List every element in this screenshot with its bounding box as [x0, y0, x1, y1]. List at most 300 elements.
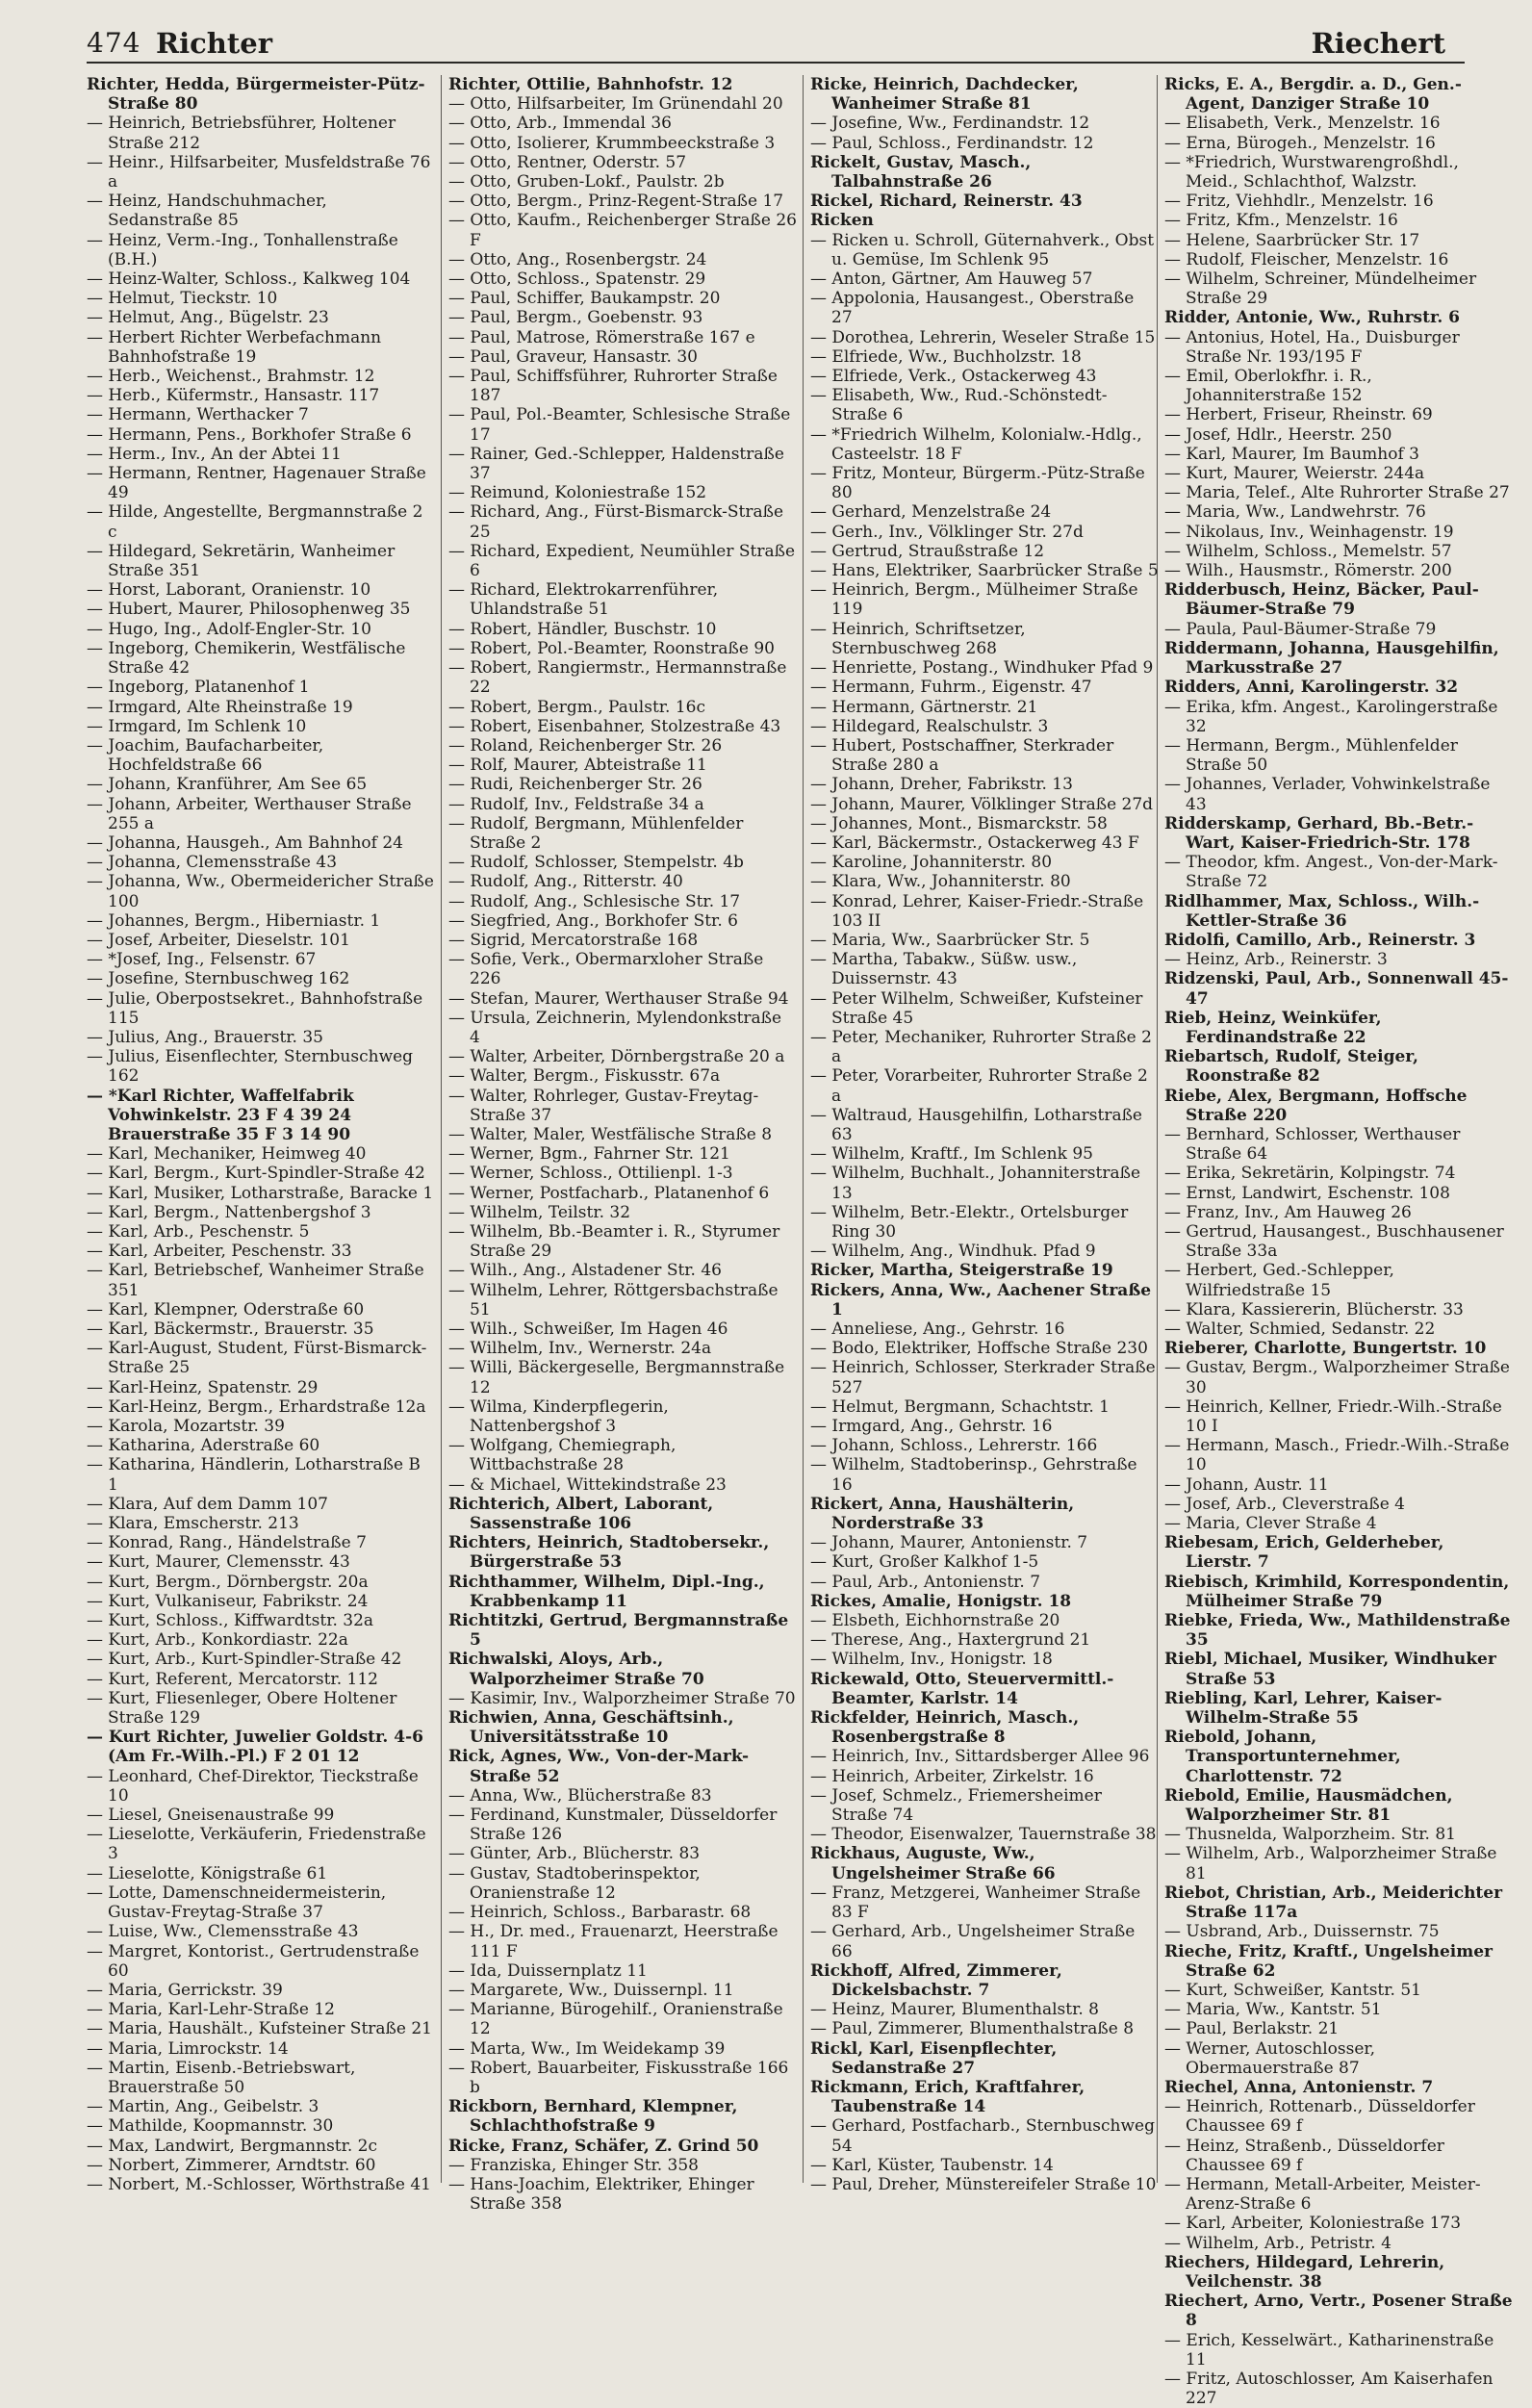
directory-entry: — Fritz, Kfm., Menzelstr. 16 — [1164, 211, 1398, 231]
directory-entry: — Kurt, Arb., Konkordiastr. 22a — [87, 1630, 348, 1651]
directory-entry: — Hermann, Werthacker 7 — [87, 405, 309, 425]
directory-entry: Richter, Hedda, Bürgermeister-Pütz-Straße 80 — [87, 75, 425, 115]
directory-entry: — Karl, Maurer, Im Baumhof 3 — [1164, 444, 1419, 464]
directory-entry: — Appolonia, Hausangest., Oberstraße 27 — [810, 289, 1135, 328]
directory-entry: — Herbert, Friseur, Rheinstr. 69 — [1164, 405, 1433, 425]
directory-entry: — Heinrich, Inv., Sittardsberger Allee 96 — [810, 1747, 1150, 1767]
directory-entry: — Rudolf, Bergmann, Mühlenfelder Straße 2 — [448, 813, 744, 853]
directory-entry: Riebot, Christian, Arb., Meiderichter Straße 117a — [1164, 1883, 1503, 1923]
directory-entry: — Anneliese, Ang., Gehrstr. 16 — [810, 1319, 1065, 1339]
directory-entry: Richters, Heinrich, Stadtobersekr., Bürgerstraße 53 — [448, 1533, 770, 1573]
directory-entry: — Konrad, Rang., Händelstraße 7 — [87, 1533, 367, 1553]
directory-entry: — Karl, Bäckermstr., Ostackerweg 43 F — [810, 833, 1139, 853]
directory-entry: — *Friedrich, Wurstwarengroßhdl., Meid., Schlachthof, Walzstr. — [1164, 152, 1459, 192]
directory-entry: — Werner, Schloss., Ottilienpl. 1-3 — [448, 1164, 733, 1184]
directory-entry: Ridlhammer, Max, Schloss., Wilh.-Kettler-Straße 36 — [1164, 891, 1480, 931]
directory-entry: Rickhaus, Auguste, Ww., Ungelsheimer Straße 66 — [810, 1844, 1056, 1883]
directory-entry: — Heinr., Hilfsarbeiter, Musfeldstraße 76 a — [87, 152, 431, 192]
directory-entry: — Katharina, Händlerin, Lotharstraße B 1 — [87, 1455, 421, 1495]
directory-entry: — Otto, Rentner, Oderstr. 57 — [448, 152, 687, 172]
directory-entry: Ricker, Martha, Steigerstraße 19 — [810, 1261, 1113, 1281]
directory-entry: — Liesel, Gneisenaustraße 99 — [87, 1806, 335, 1826]
directory-entry: — Karoline, Johanniterstr. 80 — [810, 853, 1053, 873]
directory-entry: — Rudi, Reichenberger Str. 26 — [448, 775, 702, 795]
directory-entry: — Margret, Kontorist., Gertrudenstraße 60 — [87, 1941, 420, 1981]
directory-entry: — Helene, Saarbrücker Str. 17 — [1164, 230, 1420, 250]
directory-entry: — Hildegard, Realschulstr. 3 — [810, 716, 1049, 736]
directory-entry: — Lieselotte, Königstraße 61 — [87, 1863, 328, 1883]
directory-entry: — Heinrich, Schriftsetzer, Sternbuschweg 268 — [810, 619, 1026, 658]
directory-entry: — Kurt, Großer Kalkhof 1-5 — [810, 1552, 1039, 1573]
directory-entry: — Maria, Ww., Landwehrstr. 76 — [1164, 502, 1426, 523]
directory-entry: — Lotte, Damenschneidermeisterin, Gustav-Freytag-Straße 37 — [87, 1883, 387, 1923]
directory-entry: Ridolfi, Camillo, Arb., Reinerstr. 3 — [1164, 930, 1476, 950]
directory-entry: — Ida, Duissernplatz 11 — [448, 1960, 648, 1981]
directory-entry: Richwalski, Aloys, Arb., Walporzheimer Straße 70 — [448, 1650, 704, 1689]
directory-entry: — Fritz, Viehhdlr., Menzelstr. 16 — [1164, 192, 1434, 212]
directory-entry: — Herbert Richter Werbefachmann Bahnhofstraße 19 — [87, 327, 382, 367]
directory-entry: — Henriette, Postang., Windhuker Pfad 9 — [810, 658, 1154, 679]
directory-entry: — Heinz, Arb., Reinerstr. 3 — [1164, 950, 1388, 970]
directory-entry: — Irmgard, Ang., Gehrstr. 16 — [810, 1417, 1053, 1437]
directory-entry: — Walter, Arbeiter, Dörnbergstraße 20 a — [448, 1047, 785, 1067]
directory-entry: — Mathilde, Koopmannstr. 30 — [87, 2116, 334, 2137]
directory-entry: — Katharina, Aderstraße 60 — [87, 1436, 320, 1456]
directory-entry: Richterich, Albert, Laborant, Sassenstraße 106 — [448, 1494, 714, 1534]
directory-entry: — Karl, Arbeiter, Peschenstr. 33 — [87, 1242, 352, 1262]
directory-entry: — Wilhelm, Arb., Walporzheimer Straße 81 — [1164, 1844, 1497, 1883]
directory-entry: — Otto, Schloss., Spatenstr. 29 — [448, 269, 706, 290]
directory-entry: — Werner, Postfacharb., Platanenhof 6 — [448, 1183, 770, 1203]
directory-entry: Rickborn, Bernhard, Klempner, Schlachthofstraße 9 — [448, 2097, 738, 2137]
directory-entry: — Anna, Ww., Blücherstraße 83 — [448, 1785, 712, 1806]
directory-entry: Riebesam, Erich, Gelderheber, Lierstr. 7 — [1164, 1533, 1444, 1573]
directory-entry: — Kurt, Schloss., Kiffwardtstr. 32a — [87, 1611, 374, 1631]
directory-entry: — Johann, Maurer, Antonienstr. 7 — [810, 1533, 1088, 1553]
directory-entry: — Lieselotte, Verkäuferin, Friedenstraße 3 — [87, 1825, 426, 1864]
directory-entry: Rickert, Anna, Haushälterin, Norderstraße 33 — [810, 1494, 1075, 1534]
directory-entry: Rickmann, Erich, Kraftfahrer, Taubenstraße 14 — [810, 2077, 1085, 2117]
directory-entry: — Heinz, Straßenb., Düsseldorfer Chaussee 69 f — [1164, 2136, 1444, 2175]
directory-entry: — Peter, Vorarbeiter, Ruhrorter Straße 2 a — [810, 1066, 1148, 1106]
directory-entry: — Gustav, Stadtoberinspektor, Oranienstraße 12 — [448, 1863, 701, 1903]
directory-entry: — Norbert, Zimmerer, Arndtstr. 60 — [87, 2155, 376, 2175]
directory-entry: — Otto, Kaufm., Reichenberger Straße 26 F — [448, 211, 797, 250]
directory-entry: Rieche, Fritz, Kraftf., Ungelsheimer Straße 62 — [1164, 1941, 1493, 1981]
directory-entry: — Willi, Bäckergeselle, Bergmannstraße 12 — [448, 1358, 785, 1397]
directory-entry: — Hermann, Gärtnerstr. 21 — [810, 697, 1038, 717]
directory-entry: — Wilhelm, Betr.-Elektr., Ortelsburger Ring 30 — [810, 1202, 1129, 1242]
directory-entry: — *Karl Richter, Waffelfabrik Vohwinkelstr. 23 F 4 39 24 Brauerstraße 35 F 3 14 90 — [87, 1086, 354, 1144]
directory-entry: Riebe, Alex, Bergmann, Hoffsche Straße 220 — [1164, 1086, 1468, 1125]
directory-entry: — Rudolf, Schlosser, Stempelstr. 4b — [448, 853, 744, 873]
directory-entry: — Rudolf, Ang., Ritterstr. 40 — [448, 872, 683, 892]
column-divider — [803, 75, 804, 2183]
directory-entry: — Paul, Pol.-Beamter, Schlesische Straße 17 — [448, 405, 791, 445]
directory-entry: — Karl, Bäckermstr., Brauerstr. 35 — [87, 1319, 374, 1339]
directory-entry: — Elisabeth, Ww., Rud.-Schönstedt-Straße 6 — [810, 386, 1108, 425]
directory-entry: — Hildegard, Sekretärin, Wanheimer Straße 351 — [87, 541, 396, 581]
column-2 — [448, 75, 797, 2215]
directory-entry: Riechel, Anna, Antonienstr. 7 — [1164, 2077, 1434, 2097]
directory-entry: — Wilhelm, Inv., Honigstr. 18 — [810, 1650, 1053, 1670]
directory-entry: — Nikolaus, Inv., Weinhagenstr. 19 — [1164, 522, 1454, 542]
directory-entry: — Johanna, Ww., Obermeidericher Straße 100 — [87, 872, 434, 911]
directory-entry: Riebling, Karl, Lehrer, Kaiser-Wilhelm-Straße 55 — [1164, 1688, 1443, 1729]
directory-entry: Ricke, Franz, Schäfer, Z. Grind 50 — [448, 2136, 759, 2156]
directory-entry: — Erna, Bürogeh., Menzelstr. 16 — [1164, 133, 1436, 153]
directory-entry: — Helmut, Tieckstr. 10 — [87, 289, 278, 309]
directory-entry: Ricken — [810, 211, 874, 231]
directory-entry: — Franz, Metzgerei, Wanheimer Straße 83 F — [810, 1883, 1141, 1923]
directory-entry: — Johanna, Hausgeh., Am Bahnhof 24 — [87, 833, 403, 853]
directory-entry: — Johann, Dreher, Fabrikstr. 13 — [810, 775, 1073, 795]
directory-entry: — Heinrich, Schloss., Barbarastr. 68 — [448, 1903, 752, 1923]
directory-entry: — Hermann, Pens., Borkhofer Straße 6 — [87, 424, 412, 445]
directory-entry: — Roland, Reichenberger Str. 26 — [448, 735, 723, 756]
directory-entry: Richtitzki, Gertrud, Bergmannstraße 5 — [448, 1611, 789, 1651]
page-header — [87, 21, 1465, 64]
directory-entry: Riebisch, Krimhild, Korrespondentin, Mülheimer Straße 79 — [1164, 1572, 1510, 1611]
directory-entry: — Johannes, Verlader, Vohwinkelstraße 43 — [1164, 775, 1491, 814]
directory-entry: — Hans, Elektriker, Saarbrücker Straße 5 — [810, 561, 1159, 581]
directory-entry: — Rolf, Maurer, Abteistraße 11 — [448, 756, 707, 776]
directory-entry: — Otto, Ang., Rosenbergstr. 24 — [448, 249, 707, 269]
directory-entry: — Klara, Auf dem Damm 107 — [87, 1494, 328, 1514]
directory-entry: — Kurt Richter, Juwelier Goldstr. 4-6 (Am Fr.-Wilh.-Pl.) F 2 01 12 — [87, 1728, 423, 1767]
directory-entry: — Kurt, Fliesenleger, Obere Holtener Straße 129 — [87, 1688, 397, 1729]
directory-entry: — Klara, Kassiererin, Blücherstr. 33 — [1164, 1299, 1464, 1319]
directory-entry: — Siegfried, Ang., Borkhofer Str. 6 — [448, 910, 738, 931]
directory-entry: — *Friedrich Wilhelm, Kolonialw.-Hdlg., Casteelstr. 18 F — [810, 424, 1142, 464]
directory-entry: — Hubert, Postschaffner, Sterkrader Straße 280 a — [810, 735, 1114, 776]
directory-entry: — Bernhard, Schlosser, Werthauser Straße 64 — [1164, 1124, 1461, 1165]
directory-entry: — Kurt, Vulkaniseur, Fabrikstr. 24 — [87, 1591, 369, 1611]
directory-entry: — Theodor, Eisenwalzer, Tauernstraße 38 — [810, 1825, 1157, 1845]
directory-entry: — H., Dr. med., Frauenarzt, Heerstraße 111 F — [448, 1922, 779, 1961]
directory-entry: Rickel, Richard, Reinerstr. 43 — [810, 192, 1083, 212]
directory-entry: — Fritz, Monteur, Bürgerm.-Pütz-Straße 80 — [810, 464, 1145, 503]
directory-entry: — Josef, Arb., Cleverstraße 4 — [1164, 1494, 1405, 1514]
directory-entry: — Paul, Bergm., Goebenstr. 93 — [448, 308, 703, 328]
directory-entry: — Kurt, Referent, Mercatorstr. 112 — [87, 1669, 378, 1689]
directory-entry: — Heinz-Walter, Schloss., Kalkweg 104 — [87, 269, 411, 290]
directory-entry: — Paul, Schiffer, Baukampstr. 20 — [448, 289, 721, 309]
directory-entry: — Max, Landwirt, Bergmannstr. 2c — [87, 2136, 378, 2156]
directory-entry: Rick, Agnes, Ww., Von-der-Mark-Straße 52 — [448, 1747, 750, 1786]
directory-entry: — Heinrich, Schlosser, Sterkrader Straße 527 — [810, 1358, 1156, 1397]
directory-entry: — Josefine, Sternbuschweg 162 — [87, 969, 350, 989]
directory-entry: — Julius, Ang., Brauerstr. 35 — [87, 1027, 323, 1047]
directory-entry: — Hermann, Fuhrm., Eigenstr. 47 — [810, 678, 1092, 698]
directory-entry: — Rudolf, Inv., Feldstraße 34 a — [448, 794, 704, 814]
directory-entry: — Johann, Arbeiter, Werthauser Straße 255 a — [87, 794, 412, 833]
directory-entry: — Wilh., Hausmstr., Römerstr. 200 — [1164, 561, 1452, 581]
directory-entry: — Heinrich, Bergm., Mülheimer Straße 119 — [810, 580, 1138, 620]
directory-entry: — Helmut, Bergmann, Schachtstr. 1 — [810, 1396, 1110, 1417]
directory-entry: — Peter Wilhelm, Schweißer, Kufsteiner Straße 45 — [810, 988, 1143, 1028]
directory-entry: — Paul, Matrose, Römerstraße 167 e — [448, 327, 755, 347]
directory-entry: — Kurt, Schweißer, Kantstr. 51 — [1164, 1980, 1421, 2000]
header-left-word: Richter — [156, 27, 272, 60]
directory-entry: Riddermann, Johanna, Hausgehilfin, Markusstraße 27 — [1164, 638, 1499, 679]
directory-entry: — Wilhelm, Bb.-Beamter i. R., Styrumer Straße 29 — [448, 1221, 780, 1262]
directory-entry: — Usbrand, Arb., Duissernstr. 75 — [1164, 1922, 1440, 1942]
directory-entry: — Therese, Ang., Haxtergrund 21 — [810, 1630, 1091, 1651]
directory-entry: — Walter, Maler, Westfälische Straße 8 — [448, 1124, 773, 1144]
directory-entry: — Wilhelm, Lehrer, Röttgersbachstraße 51 — [448, 1280, 779, 1319]
directory-entry: — Elsbeth, Eichhornstraße 20 — [810, 1611, 1060, 1631]
directory-entry: — Gerh., Inv., Völklinger Str. 27d — [810, 522, 1084, 542]
directory-entry: — Josefine, Ww., Ferdinandstr. 12 — [810, 114, 1090, 134]
directory-entry: — Thusnelda, Walporzheim. Str. 81 — [1164, 1825, 1456, 1845]
directory-entry: — Josef, Hdlr., Heerstr. 250 — [1164, 424, 1392, 445]
directory-entry: — Maria, Haushält., Kufsteiner Straße 21 — [87, 2019, 433, 2039]
directory-entry: — Paula, Paul-Bäumer-Straße 79 — [1164, 619, 1437, 639]
directory-entry: — Hermann, Masch., Friedr.-Wilh.-Straße 10 — [1164, 1436, 1510, 1475]
directory-entry: — Johannes, Mont., Bismarckstr. 58 — [810, 813, 1108, 833]
directory-entry: — Herbert, Ged.-Schlepper, Wilfriedstraße 15 — [1164, 1261, 1394, 1300]
directory-entry: — Norbert, M.-Schlosser, Wörthstraße 41 — [87, 2174, 431, 2194]
directory-entry: — Ingeborg, Chemikerin, Westfälische Straße 42 — [87, 638, 406, 679]
directory-entry: — Elfriede, Ww., Buchholzstr. 18 — [810, 346, 1082, 367]
directory-entry: — Johann, Maurer, Völklinger Straße 27d — [810, 794, 1154, 814]
directory-entry: — Johannes, Bergm., Hiberniastr. 1 — [87, 910, 381, 931]
directory-entry: — Stefan, Maurer, Werthauser Straße 94 — [448, 988, 789, 1009]
directory-entry: Rickewald, Otto, Steuervermittl.-Beamter, Karlstr. 14 — [810, 1669, 1114, 1708]
directory-entry: Rickhoff, Alfred, Zimmerer, Dickelsbachstr. 7 — [810, 1960, 1062, 2000]
directory-entry: — Otto, Hilfsarbeiter, Im Grünendahl 20 — [448, 94, 783, 115]
directory-entry: — Karl-Heinz, Spatenstr. 29 — [87, 1377, 319, 1397]
directory-entry: — Johann, Austr. 11 — [1164, 1474, 1329, 1495]
directory-entry: — Herb., Weichenst., Brahmstr. 12 — [87, 367, 375, 387]
directory-entry: — Hubert, Maurer, Philosophenweg 35 — [87, 600, 411, 620]
directory-entry: — Martha, Tabakw., Süßw. usw., Duissernstr. 43 — [810, 950, 1078, 989]
directory-entry: — Wilhelm, Arb., Petristr. 4 — [1164, 2233, 1392, 2253]
directory-entry: — Horst, Laborant, Oranienstr. 10 — [87, 580, 371, 601]
directory-entry: Riebold, Emilie, Hausmädchen, Walporzheimer Str. 81 — [1164, 1785, 1453, 1826]
directory-entry: Rickelt, Gustav, Masch., Talbahnstraße 26 — [810, 152, 1032, 192]
directory-entry: — Hermann, Bergm., Mühlenfelder Straße 50 — [1164, 735, 1458, 776]
directory-entry: — Kurt, Maurer, Weierstr. 244a — [1164, 464, 1425, 484]
directory-entry: Rieb, Heinz, Weinküfer, Ferdinandstraße 22 — [1164, 1008, 1382, 1047]
directory-entry: Ridderskamp, Gerhard, Bb.-Betr.-Wart, Kaiser-Friedrich-Str. 178 — [1164, 813, 1474, 853]
directory-entry: — Heinrich, Kellner, Friedr.-Wilh.-Straße 10 I — [1164, 1396, 1502, 1437]
directory-entry: — Heinrich, Rottenarb., Düsseldorfer Chaussee 69 f — [1164, 2097, 1475, 2137]
directory-entry: — Kurt, Bergm., Dörnbergstr. 20a — [87, 1572, 369, 1592]
directory-entry: — Heinz, Maurer, Blumenthalstr. 8 — [810, 2000, 1099, 2020]
directory-entry: — Heinrich, Betriebsführer, Holtener Straße 212 — [87, 114, 396, 153]
directory-entry: — Paul, Dreher, Münstereifeler Straße 10 — [810, 2174, 1157, 2194]
directory-entry: — Karl-Heinz, Bergm., Erhardstraße 12a — [87, 1396, 426, 1417]
directory-entry: — Rudolf, Fleischer, Menzelstr. 16 — [1164, 249, 1449, 269]
directory-entry: Ricke, Heinrich, Dachdecker, Wanheimer Straße 81 — [810, 75, 1079, 115]
directory-entry: — Karl, Arbeiter, Koloniestraße 173 — [1164, 2214, 1462, 2234]
directory-entry: — Ursula, Zeichnerin, Mylendonkstraße 4 — [448, 1008, 782, 1047]
directory-entry: — Hermann, Metall-Arbeiter, Meister-Arenz-Straße 6 — [1164, 2174, 1481, 2215]
directory-entry: — Robert, Rangiermstr., Hermannstraße 22 — [448, 658, 787, 698]
column-1 — [87, 75, 435, 2194]
directory-entry: — Franz, Inv., Am Hauweg 26 — [1164, 1202, 1412, 1222]
directory-entry: — Martin, Eisenb.-Betriebswart, Brauerstraße 50 — [87, 2058, 356, 2097]
directory-entry: — Karl, Küster, Taubenstr. 14 — [810, 2155, 1054, 2175]
directory-entry: — Joachim, Baufacharbeiter, Hochfeldstraße 66 — [87, 735, 324, 776]
directory-entry: — Heinz, Verm.-Ing., Tonhallenstraße (B.H.) — [87, 230, 398, 269]
directory-entry: — Wilhelm, Schloss., Memelstr. 57 — [1164, 541, 1452, 561]
directory-entry: — Kasimir, Inv., Walporzheimer Straße 70 — [448, 1688, 796, 1708]
directory-entry: — Herm., Inv., An der Abtei 11 — [87, 444, 342, 464]
directory-entry: — Wilhelm, Teilstr. 32 — [448, 1202, 631, 1222]
directory-entry: — Martin, Ang., Geibelstr. 3 — [87, 2097, 319, 2117]
directory-entry: — Margarete, Ww., Duissernpl. 11 — [448, 1980, 734, 2000]
directory-entry: — Leonhard, Chef-Direktor, Tieckstraße 10 — [87, 1766, 419, 1806]
directory-entry: — Irmgard, Alte Rheinstraße 19 — [87, 697, 353, 717]
directory-entry: — Sofie, Verk., Obermarxloher Straße 226 — [448, 950, 764, 989]
directory-entry: Rickers, Anna, Ww., Aachener Straße 1 — [810, 1280, 1152, 1319]
directory-entry: — Anton, Gärtner, Am Hauweg 57 — [810, 269, 1093, 290]
directory-entry: — Richard, Elektrokarrenführer, Uhlandstraße 51 — [448, 580, 719, 620]
directory-entry: — Johanna, Clemensstraße 43 — [87, 853, 338, 873]
directory-entry: — Walter, Bergm., Fiskusstr. 67a — [448, 1066, 721, 1087]
directory-entry: — Marta, Ww., Im Weidekamp 39 — [448, 2038, 726, 2059]
directory-entry: — Maria, Ww., Saarbrücker Str. 5 — [810, 930, 1090, 950]
directory-entry: — Robert, Bergm., Paulstr. 16c — [448, 697, 706, 717]
directory-entry: — Dorothea, Lehrerin, Weseler Straße 15 — [810, 327, 1156, 347]
directory-entry: — Julius, Eisenflechter, Sternbuschweg 162 — [87, 1047, 414, 1087]
directory-entry: — Paul, Graveur, Hansastr. 30 — [448, 346, 698, 367]
header-right-word: Riechert — [1311, 27, 1445, 60]
directory-entry: — Theodor, kfm. Angest., Von-der-Mark-Straße 72 — [1164, 853, 1498, 892]
directory-entry: Riechert, Arno, Vertr., Posener Straße 8 — [1164, 2292, 1513, 2331]
directory-entry: Richwien, Anna, Geschäftsinh., Universitätsstraße 10 — [448, 1708, 734, 1748]
directory-entry: — Maria, Clever Straße 4 — [1164, 1514, 1377, 1534]
directory-entry: — Wilhelm, Stadtoberinsp., Gehrstraße 16 — [810, 1455, 1137, 1495]
directory-entry: — Karl, Betriebschef, Wanheimer Straße 351 — [87, 1261, 424, 1300]
directory-entry: — Rudolf, Ang., Schlesische Str. 17 — [448, 891, 741, 911]
directory-entry: — Antonius, Hotel, Ha., Duisburger Straße Nr. 193/195 F — [1164, 327, 1460, 367]
directory-entry: — Maria, Telef., Alte Ruhrorter Straße 27 — [1164, 483, 1510, 503]
directory-entry: — Robert, Händler, Buschstr. 10 — [448, 619, 717, 639]
directory-entry: — Robert, Eisenbahner, Stolzestraße 43 — [448, 716, 781, 736]
page-number: 474 — [87, 27, 141, 59]
directory-entry: — Marianne, Bürogehilf., Oranienstraße 12 — [448, 2000, 783, 2039]
directory-entry: — Klara, Ww., Johanniterstr. 80 — [810, 872, 1071, 892]
directory-entry: — Werner, Autoschlosser, Obermauerstraße 87 — [1164, 2038, 1376, 2078]
directory-entry: — Paul, Arb., Antonienstr. 7 — [810, 1572, 1041, 1592]
directory-entry: — Wilhelm, Buchhalt., Johanniterstraße 13 — [810, 1164, 1141, 1203]
directory-entry: — Ingeborg, Platanenhof 1 — [87, 678, 310, 698]
directory-entry: Ricks, E. A., Bergdir. a. D., Gen.-Agent, Danziger Straße 10 — [1164, 75, 1462, 115]
directory-entry: Ridders, Anni, Karolingerstr. 32 — [1164, 678, 1459, 698]
directory-entry: — Julie, Oberpostsekret., Bahnhofstraße 115 — [87, 988, 423, 1028]
directory-entry: — Karl, Mechaniker, Heimweg 40 — [87, 1144, 367, 1165]
directory-entry: — Gerhard, Menzelstraße 24 — [810, 502, 1052, 523]
directory-entry: — Otto, Gruben-Lokf., Paulstr. 2b — [448, 172, 725, 192]
directory-entry: Riechers, Hildegard, Lehrerin, Veilchenstr. 38 — [1164, 2252, 1445, 2292]
directory-entry: — Luise, Ww., Clemensstraße 43 — [87, 1922, 359, 1942]
directory-entry: — Ernst, Landwirt, Eschenstr. 108 — [1164, 1183, 1450, 1203]
directory-entry: Ridderbusch, Heinz, Bäcker, Paul-Bäumer-Straße 79 — [1164, 580, 1479, 620]
directory-entry: — Wilhelm, Schreiner, Mündelheimer Straße 29 — [1164, 269, 1477, 309]
directory-entry: — Gustav, Bergm., Walporzheimer Straße 30 — [1164, 1358, 1510, 1397]
directory-entry: — Karl, Bergm., Nattenbergshof 3 — [87, 1202, 371, 1222]
directory-entry: — Walter, Rohrleger, Gustav-Freytag-Straße 37 — [448, 1086, 759, 1125]
directory-entry: — Elfriede, Verk., Ostackerweg 43 — [810, 367, 1097, 387]
directory-entry: Riebke, Frieda, Ww., Mathildenstraße 35 — [1164, 1611, 1511, 1651]
directory-entry: Richthammer, Wilhelm, Dipl.-Ing., Krabbenkamp 11 — [448, 1572, 765, 1611]
column-3 — [810, 75, 1159, 2194]
directory-entry: — Maria, Limrockstr. 14 — [87, 2038, 289, 2059]
directory-entry: — Heinz, Handschuhmacher, Sedanstraße 85 — [87, 192, 327, 231]
directory-entry: — Karola, Mozartstr. 39 — [87, 1417, 285, 1437]
directory-entry: — Josef, Schmelz., Friemersheimer Straße 74 — [810, 1785, 1102, 1826]
directory-entry: — Werner, Bgm., Fahrner Str. 121 — [448, 1144, 730, 1165]
column-divider — [441, 75, 442, 2183]
directory-entry: — Kurt, Maurer, Clemensstr. 43 — [87, 1552, 350, 1573]
directory-entry: — Gerhard, Postfacharb., Sternbuschweg 54 — [810, 2116, 1155, 2156]
directory-entry: — Otto, Bergm., Prinz-Regent-Straße 17 — [448, 192, 784, 212]
directory-entry: Riebold, Johann, Transportunternehmer, Charlottenstr. 72 — [1164, 1728, 1401, 1786]
directory-entry: — Hilde, Angestellte, Bergmannstraße 2 c — [87, 502, 423, 542]
directory-entry: — Konrad, Lehrer, Kaiser-Friedr.-Straße 103 II — [810, 891, 1144, 931]
directory-entry: — & Michael, Wittekindstraße 23 — [448, 1474, 727, 1495]
directory-entry: — Wilh., Ang., Alstadener Str. 46 — [448, 1261, 722, 1281]
directory-entry: — Waltraud, Hausgehilfin, Lotharstraße 63 — [810, 1105, 1142, 1144]
directory-entry: — Maria, Ww., Kantstr. 51 — [1164, 2000, 1382, 2020]
directory-entry: Riebl, Michael, Musiker, Windhuker Straße 53 — [1164, 1650, 1496, 1689]
directory-entry: — Otto, Isolierer, Krummbeeckstraße 3 — [448, 133, 776, 153]
directory-entry: — Josef, Arbeiter, Dieselstr. 101 — [87, 930, 350, 950]
directory-entry: — Paul, Schiffsführer, Ruhrorter Straße 187 — [448, 367, 778, 406]
directory-entry: — Wilma, Kinderpflegerin, Nattenbergshof 3 — [448, 1396, 669, 1437]
directory-entry: — Johann, Schloss., Lehrerstr. 166 — [810, 1436, 1098, 1456]
directory-entry: — Richard, Ang., Fürst-Bismarck-Straße 25 — [448, 502, 784, 542]
directory-entry: — Paul, Zimmerer, Blumenthalstraße 8 — [810, 2019, 1135, 2039]
directory-entry: Ridder, Antonie, Ww., Ruhrstr. 6 — [1164, 308, 1461, 328]
directory-entry: — Helmut, Ang., Bügelstr. 23 — [87, 308, 329, 328]
directory-entry: — Bodo, Elektriker, Hoffsche Straße 230 — [810, 1339, 1148, 1359]
directory-entry: — Wilhelm, Kraftf., Im Schlenk 95 — [810, 1144, 1093, 1165]
directory-entry: — Hugo, Ing., Adolf-Engler-Str. 10 — [87, 619, 371, 639]
directory-entry: — Peter, Mechaniker, Ruhrorter Straße 2 a — [810, 1027, 1152, 1067]
directory-entry: — Ricken u. Schroll, Güternahverk., Obst u. Gemüse, Im Schlenk 95 — [810, 230, 1155, 269]
directory-entry: Rickes, Amalie, Honigstr. 18 — [810, 1591, 1072, 1611]
directory-entry: Rieberer, Charlotte, Bungertstr. 10 — [1164, 1339, 1487, 1359]
directory-entry: — Hermann, Rentner, Hagenauer Straße 49 — [87, 464, 426, 503]
directory-entry: — Heinrich, Arbeiter, Zirkelstr. 16 — [810, 1766, 1094, 1786]
directory-entry: — Irmgard, Im Schlenk 10 — [87, 716, 307, 736]
directory-entry: — *Josef, Ing., Felsenstr. 67 — [87, 950, 317, 970]
directory-entry: — Karl, Bergm., Kurt-Spindler-Straße 42 — [87, 1164, 425, 1184]
directory-entry: — Robert, Bauarbeiter, Fiskusstraße 166 b — [448, 2058, 789, 2097]
directory-entry: — Klara, Emscherstr. 213 — [87, 1514, 299, 1534]
directory-entry: Rickfelder, Heinrich, Masch., Rosenbergstraße 8 — [810, 1708, 1080, 1748]
directory-entry: — Otto, Arb., Immendal 36 — [448, 114, 672, 134]
directory-entry: — Johann, Kranführer, Am See 65 — [87, 775, 368, 795]
directory-entry: — Hans-Joachim, Elektriker, Ehinger Straße 358 — [448, 2174, 754, 2215]
directory-entry: — Herb., Küfermstr., Hansastr. 117 — [87, 386, 380, 406]
directory-entry: — Emil, Oberlokfhr. i. R., Johanniterstraße 152 — [1164, 367, 1372, 406]
directory-entry: Richter, Ottilie, Bahnhofstr. 12 — [448, 75, 733, 94]
directory-entry: — Gertrud, Hausangest., Buschhausener Straße 33a — [1164, 1221, 1504, 1262]
directory-entry: — Maria, Karl-Lehr-Straße 12 — [87, 2000, 335, 2020]
directory-entry: — Fritz, Autoschlosser, Am Kaiserhafen 227 — [1164, 2369, 1494, 2408]
directory-entry: — Sigrid, Mercatorstraße 168 — [448, 930, 699, 950]
directory-entry: — Walter, Schmied, Sedanstr. 22 — [1164, 1319, 1436, 1339]
directory-entry: — Karl, Klempner, Oderstraße 60 — [87, 1299, 365, 1319]
directory-entry: — Elisabeth, Verk., Menzelstr. 16 — [1164, 114, 1441, 134]
directory-entry: — Wilhelm, Inv., Wernerstr. 24a — [448, 1339, 712, 1359]
